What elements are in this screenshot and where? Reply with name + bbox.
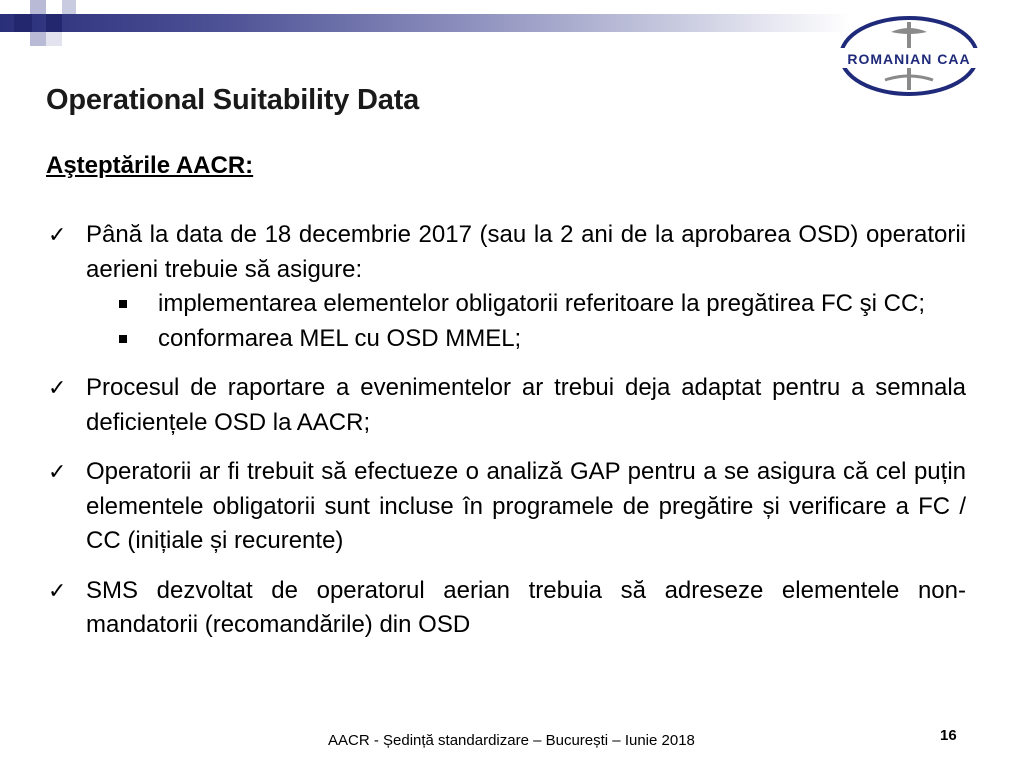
list-item (48, 455, 966, 559)
romanian-caa-logo (835, 10, 983, 98)
sub-list-item (86, 322, 966, 357)
section-subtitle: Aşteptările AACR: (46, 152, 254, 179)
bullet-text: Până la data de 18 decembrie 2017 (sau la 2 ani de la aprobarea OSD) operatorii aerieni trebuie să asigure: (86, 221, 966, 283)
sub-bullet-list (48, 287, 966, 356)
checkmark-icon: ✓ (48, 577, 67, 603)
decor-square (30, 0, 46, 14)
decor-square (30, 32, 46, 46)
bullet-text: Operatorii ar fi trebuit să efectueze o analiză GAP pentru a se asigura că cel puțin elementele obligatorii sunt incluse în programele de pregătire și verificare a FC / CC (inițiale și recurente) (86, 458, 966, 554)
list-item (48, 574, 966, 643)
checkmark-icon: ✓ (48, 459, 67, 484)
decor-square (46, 32, 62, 46)
list-item (48, 218, 966, 287)
square-bullet-icon (119, 335, 127, 343)
page-number: 16 (940, 727, 957, 744)
bullet-text: SMS dezvoltat de operatorul aerian trebuia să adreseze elementele non-mandatorii (recomandările) din OSD (86, 576, 966, 638)
list-item (48, 371, 966, 440)
page-title: Operational Suitability Data (46, 84, 420, 116)
footer-text: AACR - Ședință standardizare – București – Iunie 2018 (328, 732, 695, 749)
decor-square (46, 14, 62, 32)
bullet-list (48, 218, 966, 658)
decor-square (62, 0, 76, 14)
checkmark-icon: ✓ (48, 222, 67, 247)
bullet-text: Procesul de raportare a evenimentelor ar trebui deja adaptat pentru a semnala deficiențele OSD la AACR; (86, 374, 966, 436)
logo-text: ROMANIAN CAA (847, 51, 971, 67)
checkmark-icon: ✓ (48, 375, 67, 400)
sub-list-item (86, 287, 966, 322)
decor-square (0, 0, 14, 14)
sub-bullet-text: conformarea MEL cu OSD MMEL; (158, 324, 522, 352)
square-bullet-icon (119, 300, 127, 308)
header-gradient-band (0, 14, 850, 32)
sub-bullet-text: implementarea elementelor obligatorii referitoare la pregătirea FC şi CC; (158, 290, 926, 317)
decor-square (14, 14, 32, 32)
